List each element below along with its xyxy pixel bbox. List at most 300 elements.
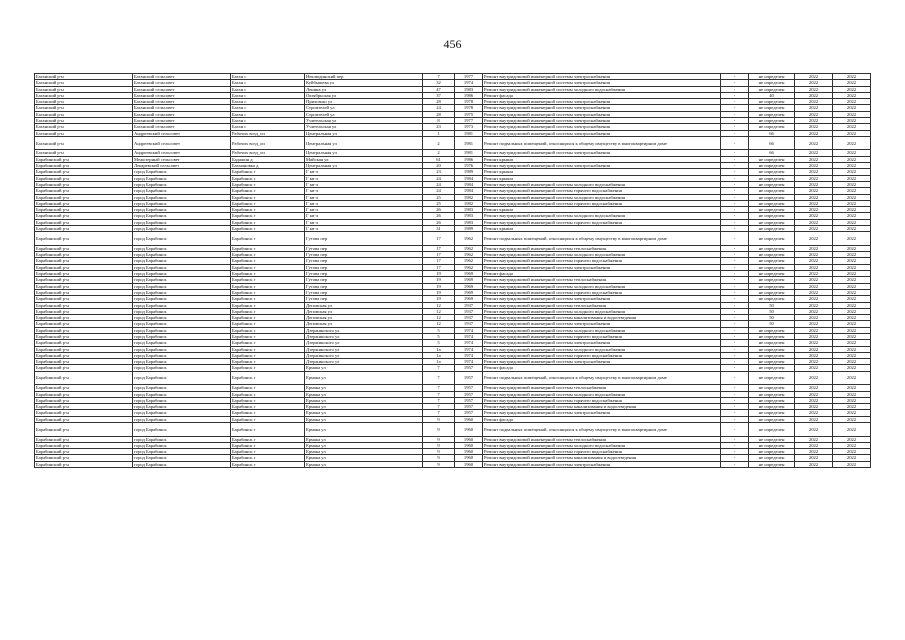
- cell-work-type: Ремонт внутридомовой инженерной системы горячего водоснабжения: [483, 397, 721, 403]
- cell-year-built: 1960: [455, 436, 483, 442]
- cell-settlement: город Барабинск: [133, 391, 231, 397]
- cell-work-cost: не определен: [749, 207, 795, 213]
- cell-end-year: 2022: [833, 136, 871, 150]
- cell-end-year: 2022: [833, 333, 871, 339]
- cell-work-type: Ремонт внутридомовой инженерной системы горячего водоснабжения: [483, 449, 721, 455]
- cell-district: Барабинский р-н: [35, 289, 133, 295]
- cell-start-year: 2022: [795, 99, 833, 105]
- cell-end-year: 2022: [833, 404, 871, 410]
- cell-work-volume: -: [721, 302, 749, 308]
- cell-year-built: 1982: [455, 194, 483, 200]
- cell-house-number: 9: [423, 461, 455, 467]
- cell-street: Гутова пер: [305, 258, 423, 264]
- cell-street: Ермака ул: [305, 449, 423, 455]
- table-row: [35, 371, 871, 385]
- cell-house-number: 12: [423, 315, 455, 321]
- cell-start-year: 2022: [795, 277, 833, 283]
- cell-end-year: 2022: [833, 271, 871, 277]
- cell-end-year: 2022: [833, 385, 871, 391]
- cell-work-type: Ремонт крыши: [483, 156, 721, 162]
- cell-year-built: 1983: [455, 86, 483, 92]
- cell-house-number: 20: [423, 163, 455, 169]
- cell-settlement: город Барабинск: [133, 252, 231, 258]
- cell-work-type: Ремонт внутридомовой инженерной системы холодного водоснабжения: [483, 391, 721, 397]
- cell-work-volume: -: [721, 308, 749, 314]
- cell-locality: Барабинск г: [231, 327, 305, 333]
- cell-work-cost: не определен: [749, 232, 795, 246]
- cell-settlement: город Барабинск: [133, 308, 231, 314]
- cell-work-type: Ремонт подвальных помещений, относящихся к общему имуществу в многоквартирном доме: [483, 136, 721, 150]
- cell-start-year: 2022: [795, 423, 833, 437]
- table-body: [35, 74, 871, 468]
- cell-work-volume: -: [721, 264, 749, 270]
- cell-year-built: 1974: [455, 327, 483, 333]
- cell-district: Баганский р-н: [35, 99, 133, 105]
- cell-locality: Барабинск г: [231, 181, 305, 187]
- cell-district: Баганский р-н: [35, 92, 133, 98]
- cell-district: Барабинский р-н: [35, 346, 133, 352]
- cell-year-built: 1983: [455, 207, 483, 213]
- cell-work-volume: -: [721, 397, 749, 403]
- cell-work-volume: -: [721, 156, 749, 162]
- cell-work-volume: -: [721, 333, 749, 339]
- cell-settlement: город Барабинск: [133, 194, 231, 200]
- cell-year-built: 1982: [455, 200, 483, 206]
- cell-work-cost: не определен: [749, 226, 795, 232]
- cell-district: Барабинский р-н: [35, 327, 133, 333]
- cell-locality: Барабинск г: [231, 340, 305, 346]
- cell-locality: Баган с: [231, 80, 305, 86]
- cell-start-year: 2022: [795, 181, 833, 187]
- cell-year-built: 1962: [455, 264, 483, 270]
- cell-district: Барабинский р-н: [35, 213, 133, 219]
- cell-locality: Барабинск г: [231, 365, 305, 371]
- cell-street: Дзержинского ул: [305, 352, 423, 358]
- cell-settlement: город Барабинск: [133, 340, 231, 346]
- cell-street: Дзержинского ул: [305, 327, 423, 333]
- cell-settlement: город Барабинск: [133, 226, 231, 232]
- cell-work-type: Ремонт внутридомовой инженерной системы электроснабжения: [483, 74, 721, 80]
- cell-end-year: 2022: [833, 105, 871, 111]
- cell-work-volume: -: [721, 74, 749, 80]
- cell-end-year: 2022: [833, 207, 871, 213]
- cell-house-number: 61: [423, 156, 455, 162]
- cell-settlement: Межозерный сельсовет: [133, 156, 231, 162]
- cell-work-volume: -: [721, 226, 749, 232]
- cell-work-cost: не определен: [749, 200, 795, 206]
- cell-district: Баганский р-н: [35, 124, 133, 130]
- cell-year-built: 1957: [455, 371, 483, 385]
- cell-district: Барабинский р-н: [35, 416, 133, 422]
- cell-street: Г кв-л: [305, 207, 423, 213]
- cell-end-year: 2022: [833, 181, 871, 187]
- cell-locality: Барабинск г: [231, 296, 305, 302]
- cell-street: Учительская ул: [305, 124, 423, 130]
- cell-district: Барабинский р-н: [35, 226, 133, 232]
- cell-street: Ермака ул: [305, 410, 423, 416]
- cell-year-built: 1974: [455, 346, 483, 352]
- cell-settlement: город Барабинск: [133, 175, 231, 181]
- cell-street: Ермака ул: [305, 404, 423, 410]
- cell-work-type: Ремонт внутридомовой инженерной системы холодного водоснабжения: [483, 346, 721, 352]
- cell-house-number: 19: [423, 289, 455, 295]
- cell-house-number: 9: [423, 416, 455, 422]
- cell-work-cost: не определен: [749, 352, 795, 358]
- cell-locality: Барабинск г: [231, 302, 305, 308]
- cell-year-built: 1974: [455, 352, 483, 358]
- cell-settlement: город Барабинск: [133, 169, 231, 175]
- cell-year-built: 1981: [455, 130, 483, 136]
- cell-district: Барабинский р-н: [35, 449, 133, 455]
- cell-year-built: 1957: [455, 391, 483, 397]
- cell-settlement: город Барабинск: [133, 321, 231, 327]
- cell-house-number: 2: [423, 150, 455, 156]
- table-row: [35, 232, 871, 246]
- cell-house-number: 32: [423, 80, 455, 86]
- cell-end-year: 2022: [833, 245, 871, 251]
- cell-settlement: город Барабинск: [133, 264, 231, 270]
- cell-district: Барабинский р-н: [35, 277, 133, 283]
- cell-locality: Барабинск г: [231, 352, 305, 358]
- cell-settlement: город Барабинск: [133, 200, 231, 206]
- cell-start-year: 2022: [795, 283, 833, 289]
- cell-work-type: Ремонт внутридомовой инженерной системы холодного водоснабжения: [483, 86, 721, 92]
- cell-locality: Барабинск г: [231, 175, 305, 181]
- cell-work-volume: -: [721, 404, 749, 410]
- cell-start-year: 2022: [795, 74, 833, 80]
- cell-locality: Барабинск г: [231, 404, 305, 410]
- cell-end-year: 2022: [833, 219, 871, 225]
- cell-work-cost: 50: [749, 315, 795, 321]
- cell-locality: Барабинск г: [231, 410, 305, 416]
- cell-street: Куйбышева ул: [305, 80, 423, 86]
- cell-work-type: Ремонт внутридомовой инженерной системы холодного водоснабжения: [483, 442, 721, 448]
- cell-street: Ермака ул: [305, 385, 423, 391]
- cell-end-year: 2022: [833, 258, 871, 264]
- cell-street: Ермака ул: [305, 371, 423, 385]
- cell-street: Дзержинского ул: [305, 340, 423, 346]
- cell-settlement: город Барабинск: [133, 188, 231, 194]
- cell-house-number: 17: [423, 264, 455, 270]
- cell-work-cost: не определен: [749, 181, 795, 187]
- cell-settlement: город Барабинск: [133, 385, 231, 391]
- cell-settlement: город Барабинск: [133, 410, 231, 416]
- cell-start-year: 2022: [795, 321, 833, 327]
- cell-year-built: 1960: [455, 423, 483, 437]
- cell-locality: Барабинск г: [231, 277, 305, 283]
- cell-district: Барабинский р-н: [35, 397, 133, 403]
- cell-start-year: 2022: [795, 200, 833, 206]
- cell-year-built: 1969: [455, 289, 483, 295]
- cell-street: Строителей ул: [305, 105, 423, 111]
- cell-work-volume: -: [721, 136, 749, 150]
- cell-work-cost: не определен: [749, 188, 795, 194]
- cell-year-built: 1974: [455, 80, 483, 86]
- cell-work-cost: не определен: [749, 385, 795, 391]
- cell-street: Гутова пер: [305, 296, 423, 302]
- cell-end-year: 2022: [833, 436, 871, 442]
- cell-start-year: 2022: [795, 194, 833, 200]
- cell-end-year: 2022: [833, 289, 871, 295]
- cell-district: Баганский р-н: [35, 105, 133, 111]
- cell-locality: Барабинск г: [231, 207, 305, 213]
- cell-district: Барабинский р-н: [35, 169, 133, 175]
- cell-year-built: 1978: [455, 99, 483, 105]
- cell-start-year: 2022: [795, 207, 833, 213]
- cell-work-type: Ремонт внутридомовой инженерной системы теплоснабжения: [483, 277, 721, 283]
- cell-work-type: Ремонт крыши: [483, 175, 721, 181]
- cell-year-built: 1957: [455, 385, 483, 391]
- cell-work-volume: -: [721, 365, 749, 371]
- cell-locality: Барабинск г: [231, 258, 305, 264]
- cell-settlement: Баганский сельсовет: [133, 86, 231, 92]
- cell-street: Центральная ул: [305, 163, 423, 169]
- cell-locality: Баган с: [231, 86, 305, 92]
- cell-work-type: Ремонт внутридомовой инженерной системы теплоснабжения: [483, 436, 721, 442]
- cell-work-volume: -: [721, 130, 749, 136]
- cell-settlement: город Барабинск: [133, 365, 231, 371]
- cell-work-cost: не определен: [749, 169, 795, 175]
- cell-start-year: 2022: [795, 86, 833, 92]
- cell-start-year: 2022: [795, 169, 833, 175]
- cell-end-year: 2022: [833, 346, 871, 352]
- cell-work-cost: не определен: [749, 86, 795, 92]
- cell-work-cost: не определен: [749, 219, 795, 225]
- cell-work-cost: не определен: [749, 455, 795, 461]
- cell-end-year: 2022: [833, 296, 871, 302]
- cell-end-year: 2022: [833, 194, 871, 200]
- cell-locality: Барабинск г: [231, 371, 305, 385]
- cell-end-year: 2022: [833, 397, 871, 403]
- cell-district: Барабинский р-н: [35, 385, 133, 391]
- cell-work-volume: -: [721, 410, 749, 416]
- cell-work-cost: не определен: [749, 410, 795, 416]
- cell-work-type: Ремонт внутридомовой инженерной системы электроснабжения: [483, 163, 721, 169]
- cell-work-volume: -: [721, 105, 749, 111]
- cell-work-cost: не определен: [749, 327, 795, 333]
- cell-start-year: 2022: [795, 188, 833, 194]
- cell-work-type: Ремонт внутридомовой инженерной системы теплоснабжения: [483, 385, 721, 391]
- cell-work-cost: не определен: [749, 156, 795, 162]
- cell-district: Барабинский р-н: [35, 321, 133, 327]
- cell-street: Г кв-л: [305, 175, 423, 181]
- cell-locality: Барабинск г: [231, 397, 305, 403]
- cell-work-volume: -: [721, 442, 749, 448]
- cell-work-type: Ремонт внутридомовой инженерной системы горячего водоснабжения: [483, 289, 721, 295]
- cell-district: Барабинский р-н: [35, 340, 133, 346]
- cell-house-number: 26: [423, 207, 455, 213]
- cell-street: Учительская ул: [305, 118, 423, 124]
- cell-end-year: 2022: [833, 455, 871, 461]
- cell-year-built: 1977: [455, 74, 483, 80]
- cell-settlement: город Барабинск: [133, 277, 231, 283]
- cell-work-type: Ремонт внутридомовой инженерной системы горячего водоснабжения: [483, 333, 721, 339]
- cell-settlement: Баганский сельсовет: [133, 124, 231, 130]
- cell-street: Г кв-л: [305, 169, 423, 175]
- cell-house-number: 24: [423, 181, 455, 187]
- cell-start-year: 2022: [795, 213, 833, 219]
- cell-year-built: 1981: [455, 150, 483, 156]
- cell-start-year: 2022: [795, 315, 833, 321]
- cell-locality: Бадажин д: [231, 156, 305, 162]
- cell-work-type: Ремонт внутридомовой инженерной системы холодного водоснабжения: [483, 327, 721, 333]
- cell-end-year: 2022: [833, 315, 871, 321]
- cell-start-year: 2022: [795, 436, 833, 442]
- cell-locality: Баган с: [231, 111, 305, 117]
- cell-work-cost: не определен: [749, 461, 795, 467]
- cell-work-type: Ремонт внутридомовой инженерной системы электроснабжения: [483, 124, 721, 130]
- cell-end-year: 2022: [833, 352, 871, 358]
- cell-settlement: город Барабинск: [133, 181, 231, 187]
- cell-work-volume: -: [721, 277, 749, 283]
- cell-end-year: 2022: [833, 461, 871, 467]
- cell-street: Дзержинского ул: [305, 346, 423, 352]
- cell-settlement: город Барабинск: [133, 245, 231, 251]
- cell-work-volume: -: [721, 80, 749, 86]
- cell-year-built: 1984: [455, 175, 483, 181]
- cell-work-type: Ремонт внутридомовой инженерной системы электроснабжения: [483, 130, 721, 136]
- cell-year-built: 1978: [455, 105, 483, 111]
- cell-district: Барабинский р-н: [35, 207, 133, 213]
- cell-district: Барабинский р-н: [35, 455, 133, 461]
- cell-end-year: 2022: [833, 359, 871, 365]
- cell-end-year: 2022: [833, 308, 871, 314]
- cell-settlement: город Барабинск: [133, 436, 231, 442]
- cell-settlement: город Барабинск: [133, 346, 231, 352]
- cell-locality: Барабинск г: [231, 461, 305, 467]
- cell-work-volume: -: [721, 252, 749, 258]
- cell-settlement: город Барабинск: [133, 232, 231, 246]
- cell-settlement: город Барабинск: [133, 219, 231, 225]
- cell-work-type: Ремонт внутридомовой инженерной системы электроснабжения: [483, 359, 721, 365]
- cell-house-number: 5: [423, 333, 455, 339]
- cell-street: Ермака ул: [305, 423, 423, 437]
- cell-work-cost: не определен: [749, 371, 795, 385]
- cell-house-number: 19: [423, 296, 455, 302]
- cell-street: Деповская ул: [305, 308, 423, 314]
- cell-street: Дзержинского ул: [305, 359, 423, 365]
- cell-street: Г кв-л: [305, 200, 423, 206]
- cell-locality: Барабинск г: [231, 283, 305, 289]
- cell-year-built: 1962: [455, 252, 483, 258]
- cell-work-type: Ремонт внутридомовой инженерной системы холодного водоснабжения: [483, 283, 721, 289]
- cell-end-year: 2022: [833, 321, 871, 327]
- cell-work-type: Ремонт внутридомовой инженерной системы электроснабжения: [483, 296, 721, 302]
- cell-work-volume: -: [721, 296, 749, 302]
- cell-house-number: 1а: [423, 352, 455, 358]
- cell-work-type: Ремонт фасада: [483, 271, 721, 277]
- cell-district: Баганский р-н: [35, 80, 133, 86]
- cell-locality: Барабинск г: [231, 219, 305, 225]
- cell-year-built: 1969: [455, 271, 483, 277]
- cell-locality: Рабочих возд_оп: [231, 130, 305, 136]
- cell-work-type: Ремонт внутридомовой инженерной системы холодного водоснабжения: [483, 181, 721, 187]
- cell-work-cost: не определен: [749, 391, 795, 397]
- cell-year-built: 1960: [455, 442, 483, 448]
- cell-house-number: 37: [423, 92, 455, 98]
- cell-start-year: 2022: [795, 371, 833, 385]
- cell-work-cost: не определен: [749, 118, 795, 124]
- cell-work-volume: -: [721, 455, 749, 461]
- cell-work-cost: не определен: [749, 271, 795, 277]
- cell-work-volume: -: [721, 391, 749, 397]
- cell-street: Ермака ул: [305, 365, 423, 371]
- cell-end-year: 2022: [833, 449, 871, 455]
- cell-work-volume: -: [721, 207, 749, 213]
- cell-work-cost: не определен: [749, 423, 795, 437]
- cell-year-built: 1957: [455, 410, 483, 416]
- cell-work-cost: не определен: [749, 442, 795, 448]
- cell-work-volume: -: [721, 245, 749, 251]
- cell-work-volume: -: [721, 219, 749, 225]
- cell-start-year: 2022: [795, 118, 833, 124]
- cell-locality: Барабинск г: [231, 169, 305, 175]
- cell-end-year: 2022: [833, 264, 871, 270]
- cell-work-volume: -: [721, 181, 749, 187]
- cell-settlement: город Барабинск: [133, 296, 231, 302]
- cell-work-volume: -: [721, 327, 749, 333]
- cell-work-cost: не определен: [749, 111, 795, 117]
- cell-work-cost: 66: [749, 130, 795, 136]
- cell-year-built: 1981: [455, 136, 483, 150]
- cell-start-year: 2022: [795, 156, 833, 162]
- cell-settlement: Андреевский сельсовет: [133, 136, 231, 150]
- cell-work-type: Ремонт внутридомовой инженерной системы электроснабжения: [483, 321, 721, 327]
- cell-year-built: 1962: [455, 258, 483, 264]
- cell-start-year: 2022: [795, 327, 833, 333]
- cell-house-number: 28: [423, 99, 455, 105]
- cell-district: Барабинский р-н: [35, 194, 133, 200]
- cell-work-volume: -: [721, 371, 749, 385]
- cell-work-type: Ремонт подвальных помещений, относящихся к общему имуществу в многоквартирном доме: [483, 232, 721, 246]
- cell-house-number: 12: [423, 308, 455, 314]
- cell-house-number: 25: [423, 200, 455, 206]
- cell-work-cost: не определен: [749, 283, 795, 289]
- cell-end-year: 2022: [833, 111, 871, 117]
- cell-year-built: 1960: [455, 416, 483, 422]
- cell-start-year: 2022: [795, 416, 833, 422]
- cell-work-volume: -: [721, 99, 749, 105]
- cell-end-year: 2022: [833, 130, 871, 136]
- cell-settlement: город Барабинск: [133, 359, 231, 365]
- cell-street: Ленина ул: [305, 86, 423, 92]
- cell-end-year: 2022: [833, 200, 871, 206]
- cell-year-built: 1984: [455, 188, 483, 194]
- cell-end-year: 2022: [833, 327, 871, 333]
- cell-locality: Барабинск г: [231, 321, 305, 327]
- cell-start-year: 2022: [795, 163, 833, 169]
- cell-locality: Барабинск г: [231, 455, 305, 461]
- cell-house-number: 9: [423, 423, 455, 437]
- cell-house-number: 17: [423, 252, 455, 258]
- cell-year-built: 1969: [455, 296, 483, 302]
- cell-work-cost: 66: [749, 150, 795, 156]
- cell-work-volume: -: [721, 111, 749, 117]
- table-row: [35, 423, 871, 437]
- cell-work-type: Ремонт внутридомовой инженерной системы канализования и водоотведения: [483, 455, 721, 461]
- cell-street: Г кв-л: [305, 226, 423, 232]
- cell-settlement: город Барабинск: [133, 258, 231, 264]
- cell-end-year: 2022: [833, 232, 871, 246]
- cell-work-cost: не определен: [749, 258, 795, 264]
- cell-settlement: город Барабинск: [133, 404, 231, 410]
- cell-locality: Барабинск г: [231, 188, 305, 194]
- cell-locality: Барабинск г: [231, 226, 305, 232]
- cell-house-number: 26: [423, 219, 455, 225]
- cell-work-type: Ремонт фасада: [483, 416, 721, 422]
- cell-house-number: 23: [423, 124, 455, 130]
- cell-year-built: 1969: [455, 283, 483, 289]
